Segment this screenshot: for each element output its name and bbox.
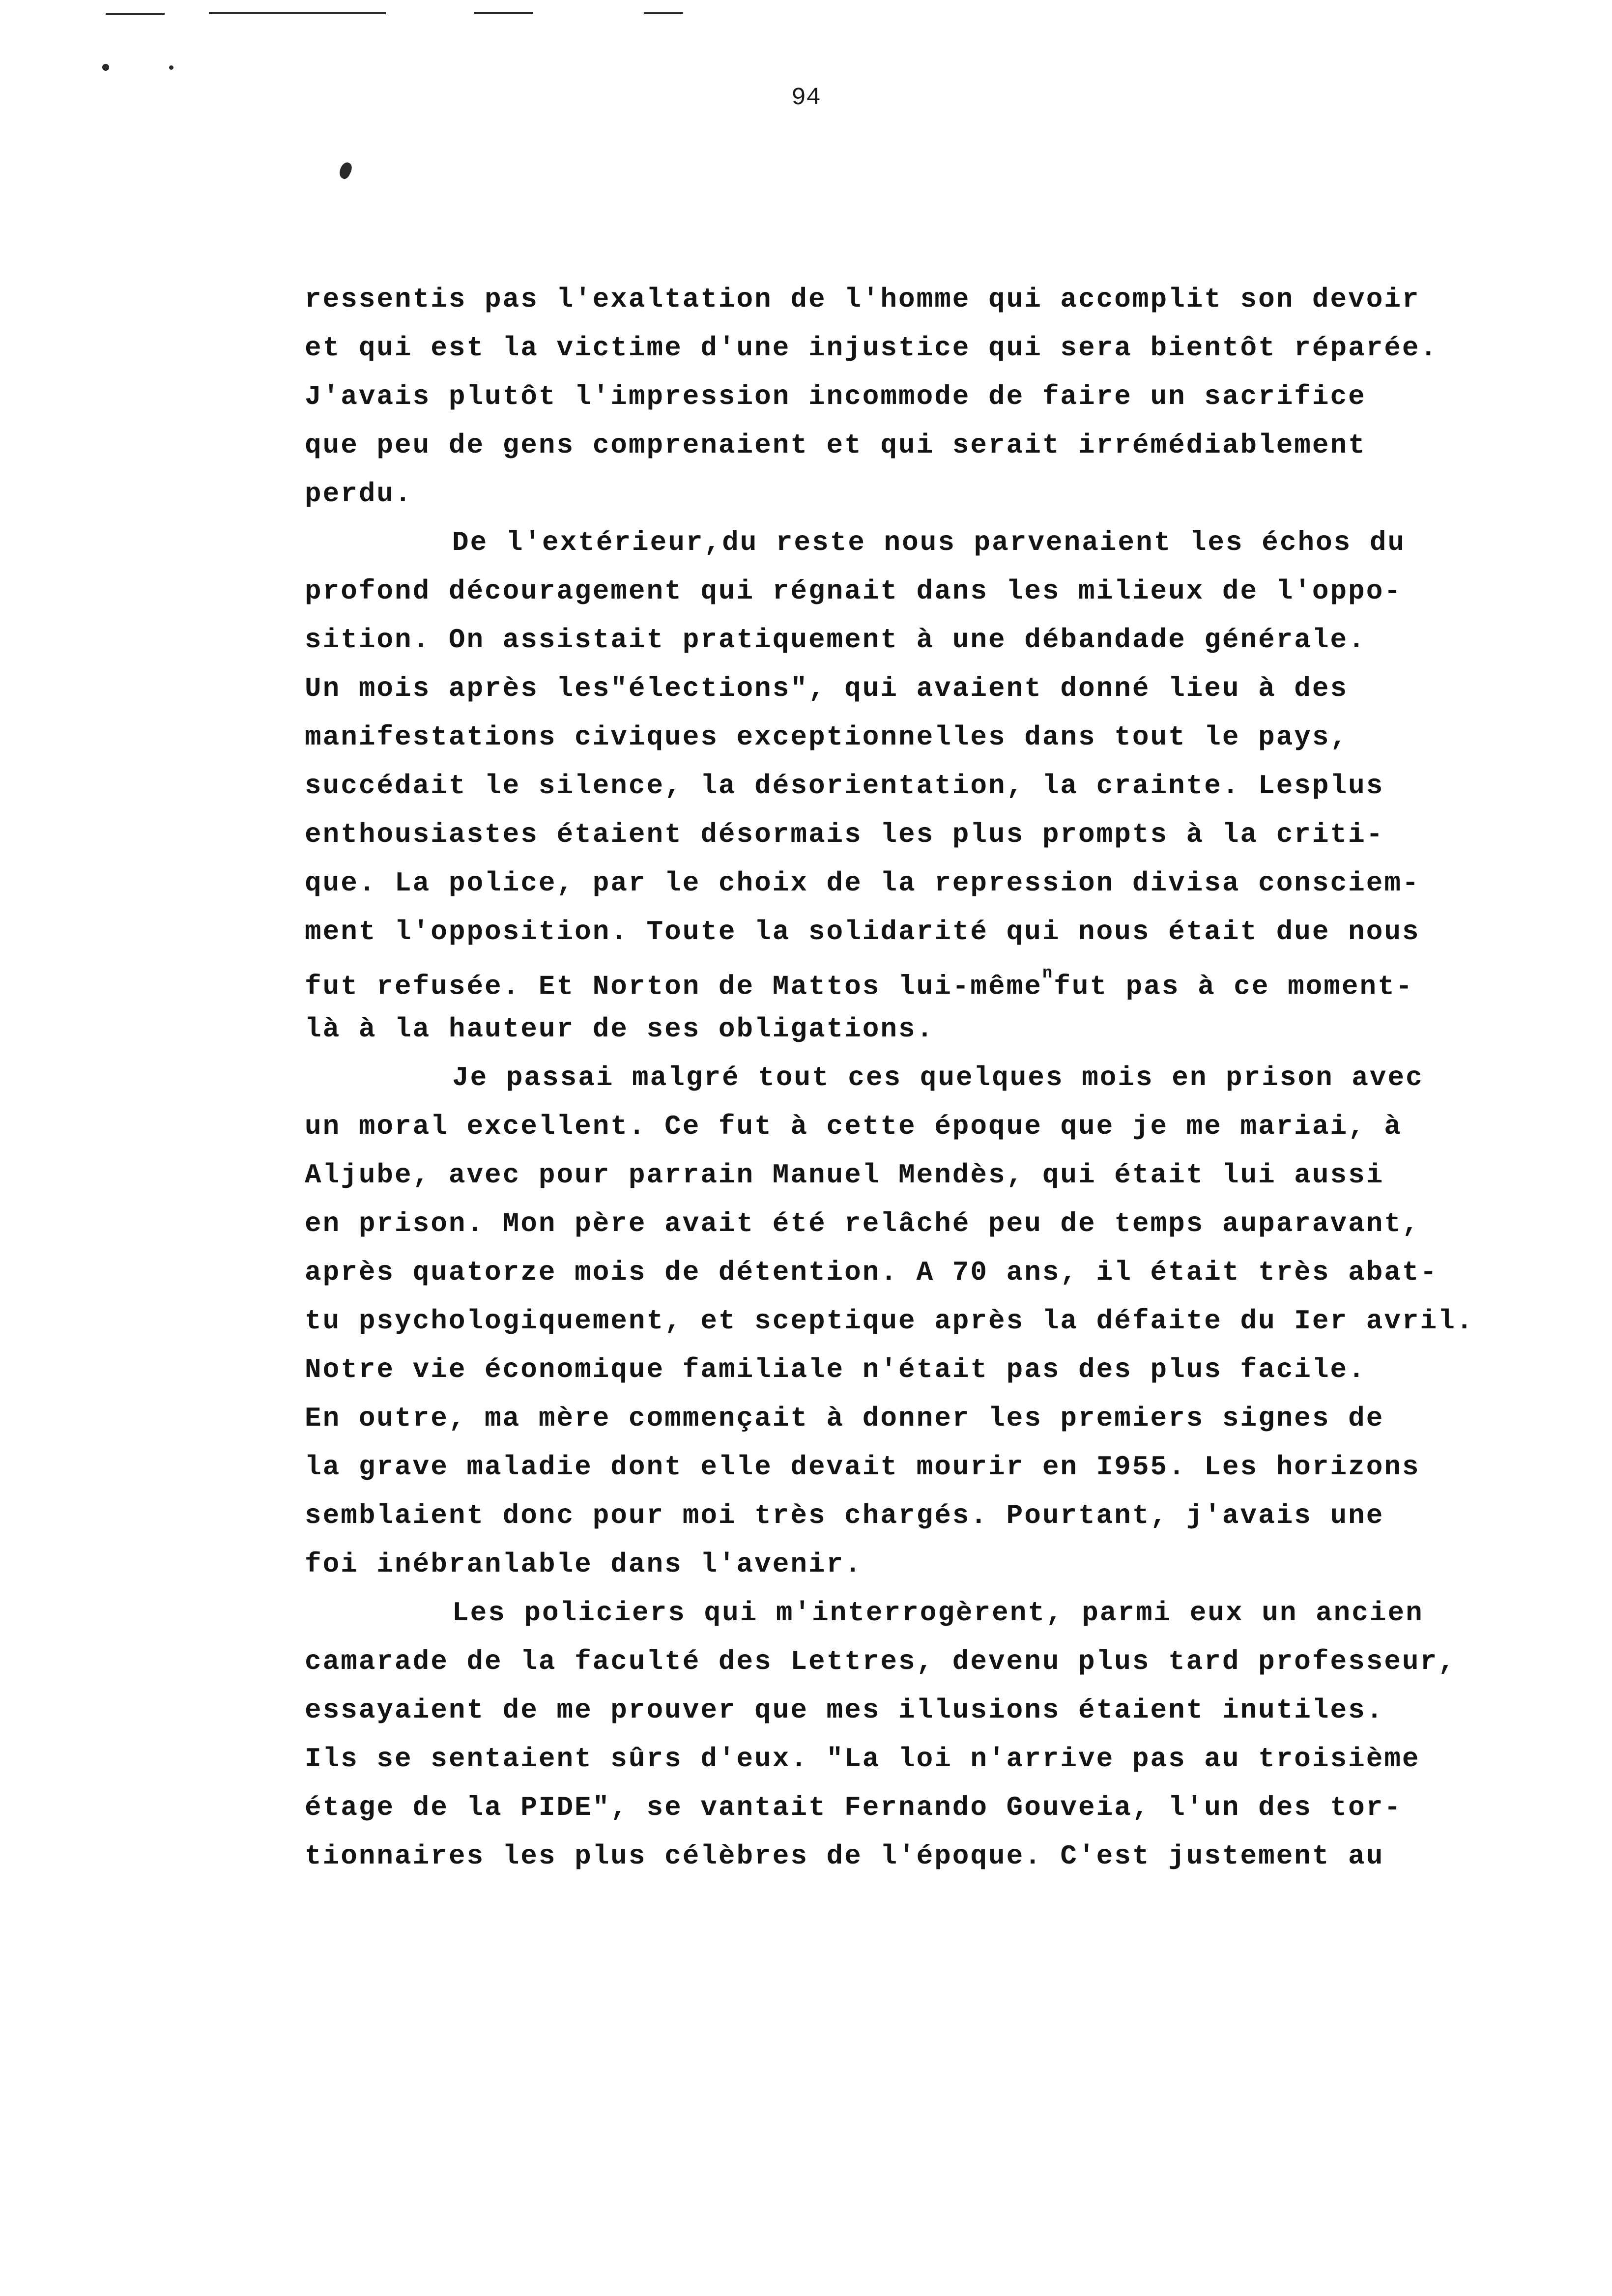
line-segment: fut refusée. Et Norton de Mattos lui-même	[305, 971, 1042, 1003]
ink-blot	[337, 161, 354, 180]
text-line: en prison. Mon père avait été relâché peu de temps auparavant,	[305, 1208, 1420, 1239]
typed-body-text	[305, 275, 1612, 1881]
text-line: après quatorze mois de détention. A 70 ans, il était très abat-	[305, 1257, 1439, 1288]
handwritten-correction: n	[1042, 964, 1054, 983]
line-segment: fut pas à ce moment-	[1054, 971, 1414, 1003]
text-line-with-correction	[305, 956, 1612, 1005]
text-line: semblaient donc pour moi très chargés. Pourtant, j'avais une	[305, 1500, 1384, 1531]
scan-artifact-dot	[169, 65, 173, 70]
scan-artifact-dot	[102, 64, 109, 71]
text-line: là à la hauteur de ses obligations.	[305, 1013, 935, 1045]
scan-artifact-rule	[644, 12, 683, 14]
scan-artifact-rule	[106, 13, 165, 15]
text-line: J'avais plutôt l'impression incommode de faire un sacrifice	[305, 381, 1366, 412]
scan-artifact-rule	[474, 12, 533, 14]
text-line: ment l'opposition. Toute la solidarité qui nous était due nous	[305, 916, 1420, 947]
text-line: et qui est la victime d'une injustice qui sera bientôt réparée.	[305, 332, 1439, 364]
text-line: camarade de la faculté des Lettres, devenu plus tard professeur,	[305, 1646, 1456, 1677]
text-line: Notre vie économique familiale n'était pas des plus facile.	[305, 1354, 1366, 1385]
text-line: que peu de gens comprenaient et qui serait irrémédiablement	[305, 430, 1366, 461]
text-line: Ils se sentaient sûrs d'eux. "La loi n'arrive pas au troisième	[305, 1743, 1420, 1775]
scan-artifact-rule	[209, 12, 386, 14]
paragraph-first-line: Les policiers qui m'interrogèrent, parmi eux un ancien	[452, 1597, 1424, 1629]
text-line: manifestations civiques exceptionnelles dans tout le pays,	[305, 721, 1349, 753]
text-line: En outre, ma mère commençait à donner les premiers signes de	[305, 1403, 1384, 1434]
text-line: Un mois après les"élections", qui avaient donné lieu à des	[305, 673, 1349, 704]
text-line: enthousiastes étaient désormais les plus prompts à la criti-	[305, 819, 1384, 850]
text-line: tu psychologiquement, et sceptique après la défaite du Ier avril.	[305, 1305, 1474, 1337]
text-line: perdu.	[305, 478, 413, 510]
text-line: succédait le silence, la désorientation, la crainte. Lesplus	[305, 770, 1384, 802]
paragraph-first-line: Je passai malgré tout ces quelques mois en prison avec	[452, 1062, 1424, 1093]
text-line: que. La police, par le choix de la repression divisa consciem-	[305, 867, 1420, 899]
paragraph-first-line: De l'extérieur,du reste nous parvenaient les échos du	[452, 527, 1406, 558]
text-line: sition. On assistait pratiquement à une débandade générale.	[305, 624, 1366, 656]
text-line: tionnaires les plus célèbres de l'époque. C'est justement au	[305, 1840, 1384, 1872]
page-number: 94	[791, 84, 821, 112]
text-line: étage de la PIDE", se vantait Fernando Gouveia, l'un des tor-	[305, 1792, 1402, 1823]
text-line: essayaient de me prouver que mes illusions étaient inutiles.	[305, 1694, 1384, 1726]
text-line: profond découragement qui régnait dans les milieux de l'oppo-	[305, 575, 1402, 607]
text-line: Aljube, avec pour parrain Manuel Mendès, qui était lui aussi	[305, 1159, 1384, 1191]
text-line: ressentis pas l'exaltation de l'homme qui accomplit son devoir	[305, 284, 1420, 315]
text-line: un moral excellent. Ce fut à cette époque que je me mariai, à	[305, 1111, 1402, 1142]
text-line: foi inébranlable dans l'avenir.	[305, 1549, 863, 1580]
text-line: la grave maladie dont elle devait mourir en I955. Les horizons	[305, 1451, 1420, 1483]
